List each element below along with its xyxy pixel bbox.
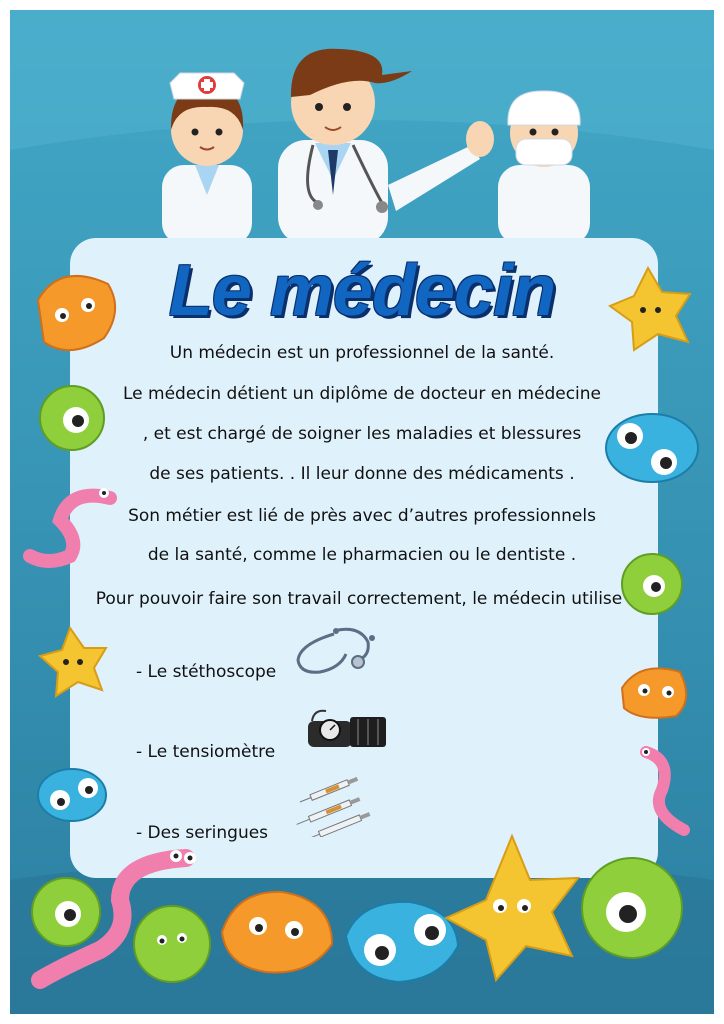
page-title: Le médecin (168, 251, 556, 331)
germ-icon (610, 268, 690, 350)
germ-icon (134, 906, 210, 982)
germ-icon (222, 892, 332, 973)
paragraph-line: de la santé, comme le pharmacien ou le dentiste . (147, 545, 577, 565)
germ-icon (38, 276, 115, 350)
paragraph-line: Un médecin est un professionnel de la santé. (169, 343, 555, 363)
paragraph-line: Son métier est lié de près avec d’autres professionnels (128, 506, 596, 526)
germ-icon (38, 769, 106, 821)
germ-icon (582, 858, 682, 958)
germ-icon (40, 386, 104, 450)
germ-icon (606, 414, 698, 482)
paragraph-line: Le médecin détient un diplôme de docteur en médecine (123, 384, 601, 404)
paragraph-line: de ses patients. . Il leur donne des médicaments . (149, 464, 575, 484)
worm-icon (30, 488, 110, 561)
germ-icon (40, 628, 106, 696)
tool-item-stethoscope: - Le stéthoscope (136, 662, 277, 682)
germ-icon (446, 836, 578, 980)
paragraph-line: , et est chargé de soigner les maladies et blessures (142, 424, 582, 444)
germ-icon (622, 668, 686, 717)
tool-item-blood-pressure-monitor: - Le tensiomètre (136, 742, 276, 762)
worm-icon (642, 748, 684, 830)
germ-icon (32, 878, 100, 946)
germ-icon (622, 554, 682, 614)
paragraph-line: Pour pouvoir faire son travail correctement, le médecin utilise (95, 589, 623, 609)
tool-item-syringes: - Des seringues (136, 823, 269, 843)
germ-icon (346, 902, 458, 982)
